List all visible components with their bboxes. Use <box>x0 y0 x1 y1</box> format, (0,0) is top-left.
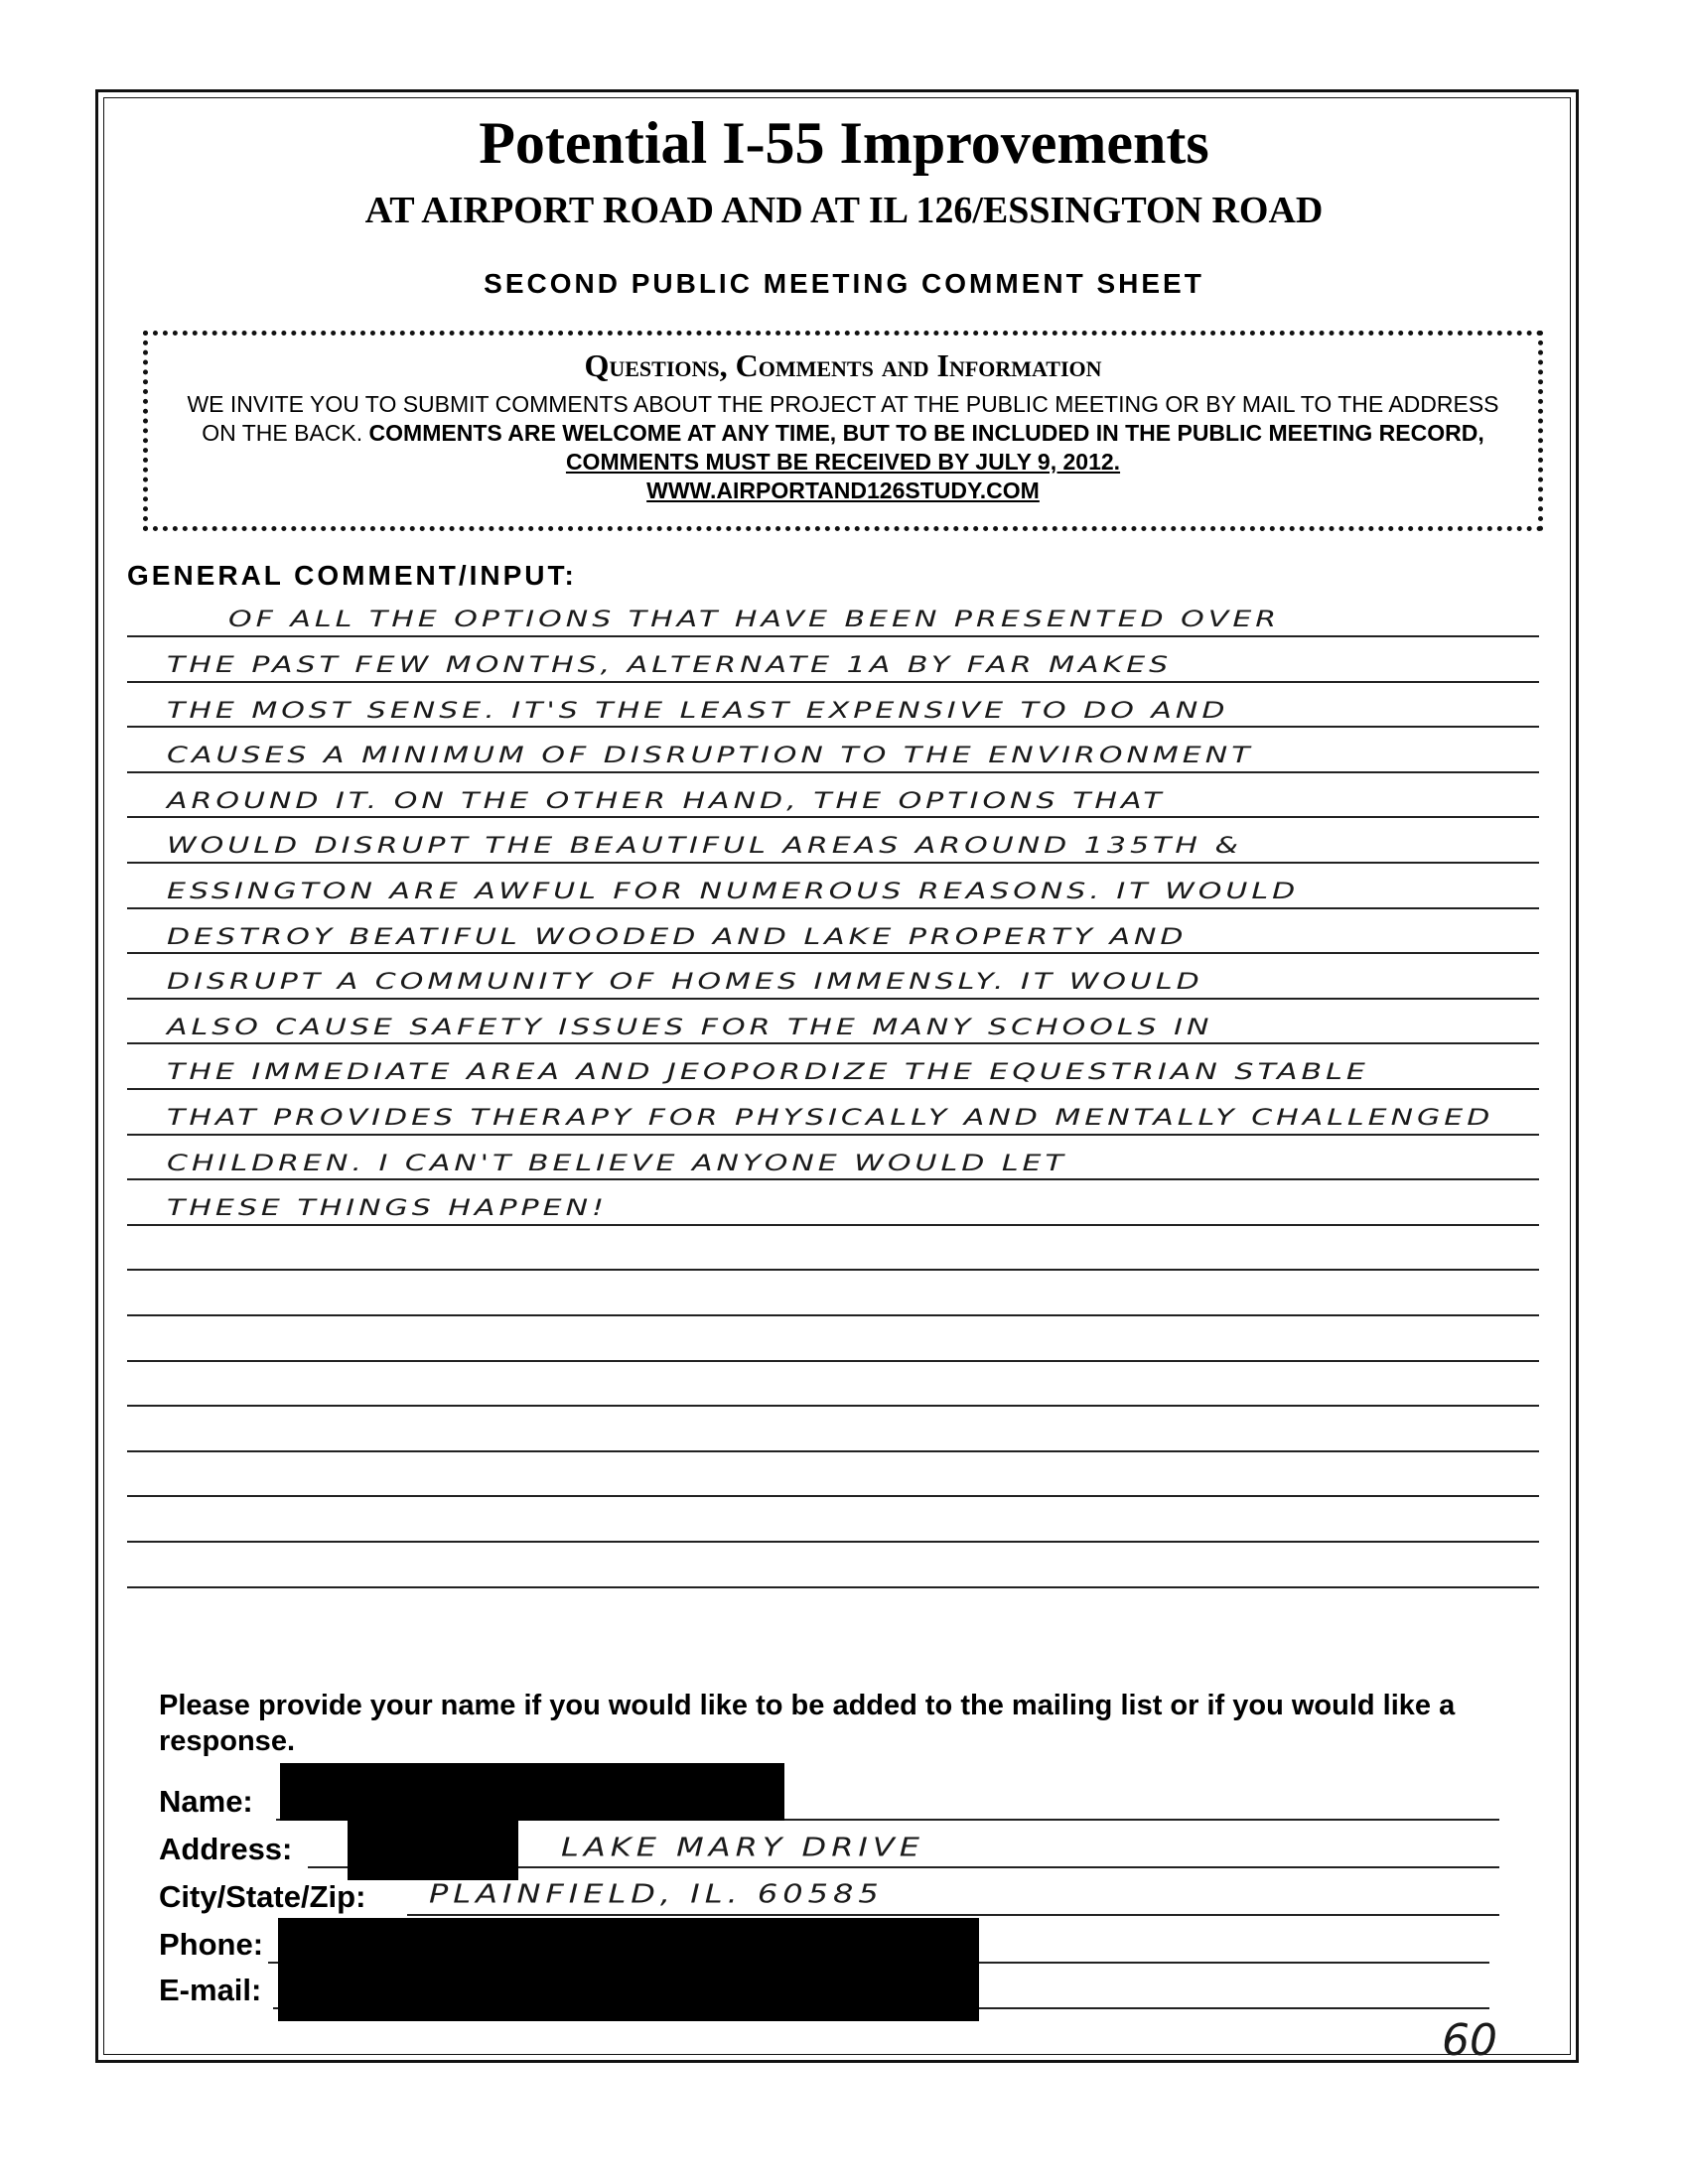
redaction-block <box>280 1763 784 1821</box>
comment-line <box>127 1042 1539 1044</box>
form-subtitle: AT AIRPORT ROAD AND AT IL 126/ESSINGTON ROAD <box>364 190 1324 231</box>
comment-line <box>127 1314 1539 1316</box>
comment-line <box>127 1450 1539 1452</box>
comment-line <box>127 1224 1539 1226</box>
comment-line <box>127 907 1539 909</box>
handwritten-comment-line: CHILDREN. I CAN'T BELIEVE ANYONE WOULD LET <box>167 1150 1067 1176</box>
redaction-block <box>278 1918 979 2021</box>
comment-line <box>127 1360 1539 1362</box>
comment-line <box>127 1269 1539 1271</box>
handwritten-comment-line: THESE THINGS HAPPEN! <box>167 1194 609 1221</box>
comment-line <box>127 1541 1539 1543</box>
comment-line <box>127 862 1539 864</box>
comment-line <box>127 952 1539 954</box>
email-label: E-mail: <box>159 1973 262 2007</box>
sheet-label: SECOND PUBLIC MEETING COMMENT SHEET <box>484 268 1204 299</box>
comment-line <box>127 1134 1539 1136</box>
handwritten-comment-line: THE MOST SENSE. IT'S THE LEAST EXPENSIVE TO DO AND <box>167 697 1229 724</box>
comment-line <box>127 1586 1539 1588</box>
info-text-plain: WE INVITE YOU TO SUBMIT COMMENTS ABOUT THE PROJECT AT THE PUBLIC MEETING OR BY MAIL TO THE ADDRESS ON THE BACK. <box>187 391 1499 446</box>
phone-label: Phone: <box>159 1927 264 1962</box>
handwritten-comment-line: ESSINGTON ARE AWFUL FOR NUMEROUS REASONS. IT WOULD <box>167 878 1300 904</box>
address-value: LAKE MARY DRIVE <box>561 1832 924 1862</box>
info-box <box>143 331 1543 531</box>
comment-line <box>127 1495 1539 1497</box>
handwritten-comment-line: THE PAST FEW MONTHS, ALTERNATE 1A BY FAR MAKES <box>167 651 1173 678</box>
address-label: Address: <box>159 1832 293 1866</box>
redaction-block <box>348 1819 518 1880</box>
handwritten-comment-line: THAT PROVIDES THERAPY FOR PHYSICALLY AND MENTALLY CHALLENGED <box>167 1104 1494 1131</box>
handwritten-comment-line: DESTROY BEATIFUL WOODED AND LAKE PROPERTY AND <box>167 923 1188 950</box>
handwritten-comment-line: WOULD DISRUPT THE BEAUTIFUL AREAS AROUND 135TH & <box>167 832 1242 859</box>
city-state-zip-field[interactable] <box>407 1914 1499 1916</box>
form-title: Potential I-55 Improvements <box>479 110 1209 176</box>
page-number: 60 <box>1442 2015 1497 2066</box>
handwritten-comment-line: ALSO CAUSE SAFETY ISSUES FOR THE MANY SCHOOLS IN <box>167 1014 1213 1040</box>
comment-line <box>127 1405 1539 1407</box>
comment-line <box>127 726 1539 728</box>
comment-line <box>127 816 1539 818</box>
info-text <box>178 390 1508 477</box>
name-label: Name: <box>159 1784 253 1819</box>
info-deadline: COMMENTS MUST BE RECEIVED BY JULY 9, 2012. <box>565 449 1121 475</box>
handwritten-comment-line: OF ALL THE OPTIONS THAT HAVE BEEN PRESENTED OVER <box>228 606 1281 632</box>
general-comment-label: GENERAL COMMENT/INPUT: <box>127 560 577 591</box>
handwritten-comment-line: AROUND IT. ON THE OTHER HAND, THE OPTIONS THAT <box>167 787 1166 814</box>
handwritten-comment-line: DISRUPT A COMMUNITY OF HOMES IMMENSLY. IT WOULD <box>167 968 1203 995</box>
city-state-zip-label: City/State/Zip: <box>159 1879 366 1914</box>
comment-line <box>127 1088 1539 1090</box>
contact-prompt: Please provide your name if you would like to be added to the mailing list or if you would like a response. <box>159 1690 1456 1757</box>
comment-line <box>127 635 1539 637</box>
comment-line <box>127 1178 1539 1180</box>
info-heading: Questions, Comments and Information <box>584 347 1102 383</box>
handwritten-comment-line: CAUSES A MINIMUM OF DISRUPTION TO THE ENVIRONMENT <box>167 742 1254 768</box>
comment-line <box>127 998 1539 1000</box>
comment-line <box>127 681 1539 683</box>
city-state-zip-value: PLAINFIELD, IL. 60585 <box>429 1878 884 1909</box>
comment-line <box>127 771 1539 773</box>
handwritten-comment-line: THE IMMEDIATE AREA AND JEOPORDIZE THE EQUESTRIAN STABLE <box>167 1058 1369 1085</box>
info-text-bold: COMMENTS ARE WELCOME AT ANY TIME, BUT TO BE INCLUDED IN THE PUBLIC MEETING RECORD, <box>368 420 1484 446</box>
study-website-link[interactable]: WWW.AIRPORTAND126STUDY.COM <box>646 478 1040 503</box>
